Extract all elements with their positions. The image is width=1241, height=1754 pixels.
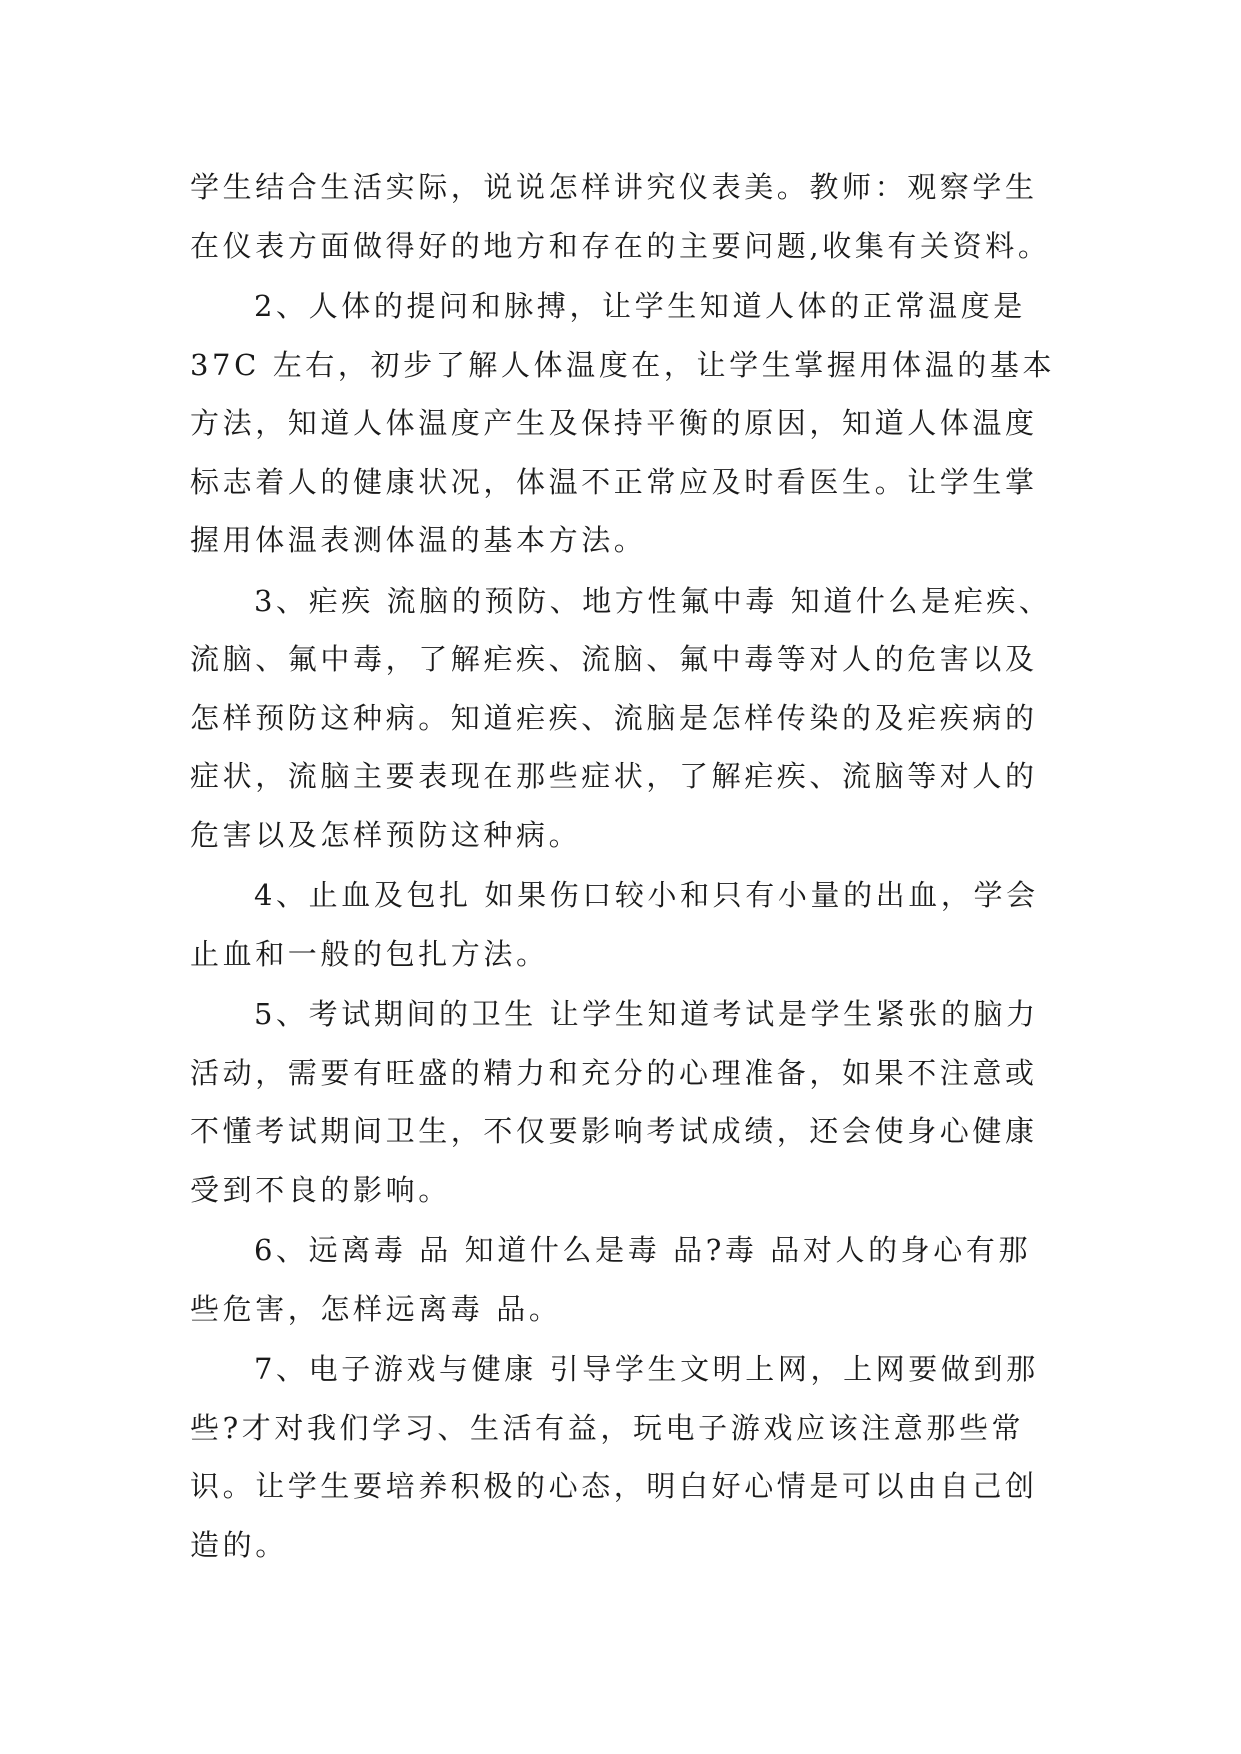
text-line: 7、电子游戏与健康 引导学生文明上网，上网要做到那: [254, 1352, 1039, 1386]
text-line: 活动，需要有旺盛的精力和充分的心理准备，如果不注意或: [190, 1055, 1038, 1090]
text-line: 流脑、氟中毒，了解疟疾、流脑、氟中毒等对人的危害以及: [190, 642, 1038, 676]
paragraph-7: [190, 1340, 1090, 1574]
text-line: 标志着人的健康状况，体温不正常应及时看医生。让学生掌: [190, 464, 1038, 499]
text-line: 5、考试期间的卫生 让学生知道考试是学生紧张的脑力: [254, 997, 1039, 1031]
text-line: 在仪表方面做得好的地方和存在的主要问题,收集有关资料。: [190, 228, 1051, 263]
text-line: 造的。: [190, 1527, 288, 1562]
paragraph-2: [190, 277, 1090, 570]
paragraph-1: [190, 158, 1090, 275]
text-line: 危害以及怎样预防这种病。: [190, 817, 582, 852]
text-line: 受到不良的影响。: [190, 1172, 451, 1207]
text-line: 识。让学生要培养积极的心态，明白好心情是可以由自己创: [190, 1469, 1038, 1503]
paragraph-3: [190, 572, 1090, 865]
paragraph-6: [190, 1221, 1090, 1338]
text-line: 握用体温表测体温的基本方法。: [190, 523, 647, 557]
text-line: 6、远离毒 品 知道什么是毒 品?毒 品对人的身心有那: [254, 1233, 1032, 1267]
text-line: 方法，知道人体温度产生及保持平衡的原因，知道人体温度: [190, 406, 1038, 440]
paragraph-4: [190, 866, 1090, 983]
text-line: 3、疟疾 流脑的预防、地方性氟中毒 知道什么是疟疾、: [254, 583, 1052, 618]
text-line: 2、人体的提问和脉搏，让学生知道人体的正常温度是: [254, 289, 1026, 323]
paragraph-5: [190, 985, 1090, 1219]
text-line: 4、止血及包扎 如果伤口较小和只有小量的出血，学会: [254, 878, 1039, 912]
text-line: 些危害，怎样远离毒 品。: [190, 1291, 562, 1326]
text-line: 学生结合生活实际，说说怎样讲究仪表美。教师：观察学生: [190, 170, 1038, 204]
document-body: [190, 158, 1090, 1576]
text-line: 不懂考试期间卫生，不仅要影响考试成绩，还会使身心健康: [190, 1114, 1038, 1148]
text-line: 症状，流脑主要表现在那些症状，了解疟疾、流脑等对人的: [190, 759, 1038, 793]
text-line: 止血和一般的包扎方法。: [190, 936, 549, 971]
text-line: 些?才对我们学习、生活有益，玩电子游戏应该注意那些常: [190, 1410, 1025, 1445]
text-line: 37C 左右，初步了解人体温度在，让学生掌握用体温的基本: [190, 347, 1056, 382]
text-line: 怎样预防这种病。知道疟疾、流脑是怎样传染的及疟疾病的: [190, 700, 1038, 735]
